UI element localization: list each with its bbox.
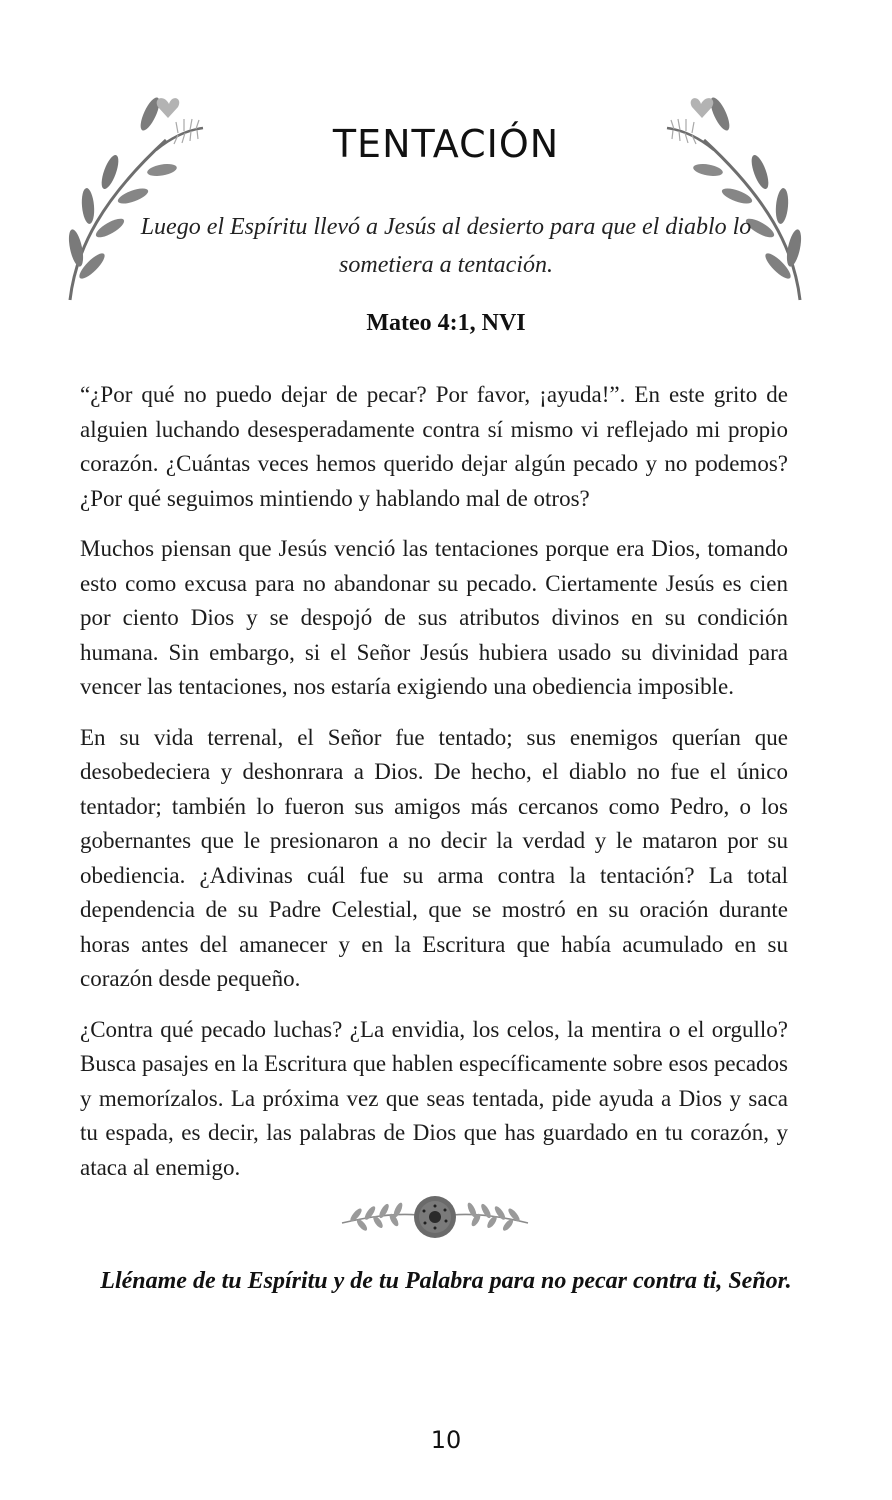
- paragraph: En su vida terrenal, el Señor fue tentado; sus enemigos querían que desobedeciera y deshonrara a Dios. De hecho, el diablo no fue el único tentador; también lo fueron sus amigos más cercanos como Pedro, o los gobernantes que le presionaron a no decir la verdad y le mataron por su obediencia. ¿Adivinas cuál fue su arma contra la tentación? La total dependencia de su Padre Celestial, que se mostró en su oración durante horas antes del amanecer y en la Escritura que había acumulado en su corazón desde pequeño.: [80, 724, 788, 991]
- closing-prayer: Lléname de tu Espíritu y de tu Palabra para no pecar contra ti, Señor.: [100, 1268, 792, 1294]
- page-title: TENTACIÓN: [332, 122, 560, 166]
- paragraph: “¿Por qué no puedo dejar de pecar? Por favor, ¡ayuda!”. En este grito de alguien luchando desesperadamente contra sí mismo vi reflejado mi propio corazón. ¿Cuántas veces hemos querido dejar algún pecado y no podemos? ¿Por qué seguimos mintiendo y hablando mal de otros?: [80, 382, 788, 511]
- devotional-body: [80, 378, 788, 1201]
- verse-reference: Mateo 4:1, NVI: [366, 310, 526, 336]
- paragraph: ¿Contra qué pecado luchas? ¿La envidia, los celos, la mentira o el orgullo? Busca pasajes en la Escritura que hablen específicamente sobre esos pecados y memorízalos. La próxima vez que seas tentada, pide ayuda a Dios y saca tu espada, es decir, las palabras de Dios que has guardado en tu corazón, y ataca al enemigo.: [80, 1016, 788, 1180]
- paragraph: Muchos piensan que Jesús venció las tentaciones porque era Dios, tomando esto como excusa para no abandonar su pecado. Ciertamente Jesús es cien por ciento Dios y se despojó de sus atributos divinos en su condición humana. Sin embargo, si el Señor Jesús hubiera usado su divinidad para vencer las tentaciones, nos estaría exigiendo una obediencia imposible.: [80, 536, 788, 699]
- flower-divider-icon: [338, 1193, 532, 1241]
- verse-text: Luego el Espíritu llevó a Jesús al desierto para que el diablo lo sometiera a tentación.: [140, 214, 752, 278]
- page-number: 10: [430, 1426, 462, 1454]
